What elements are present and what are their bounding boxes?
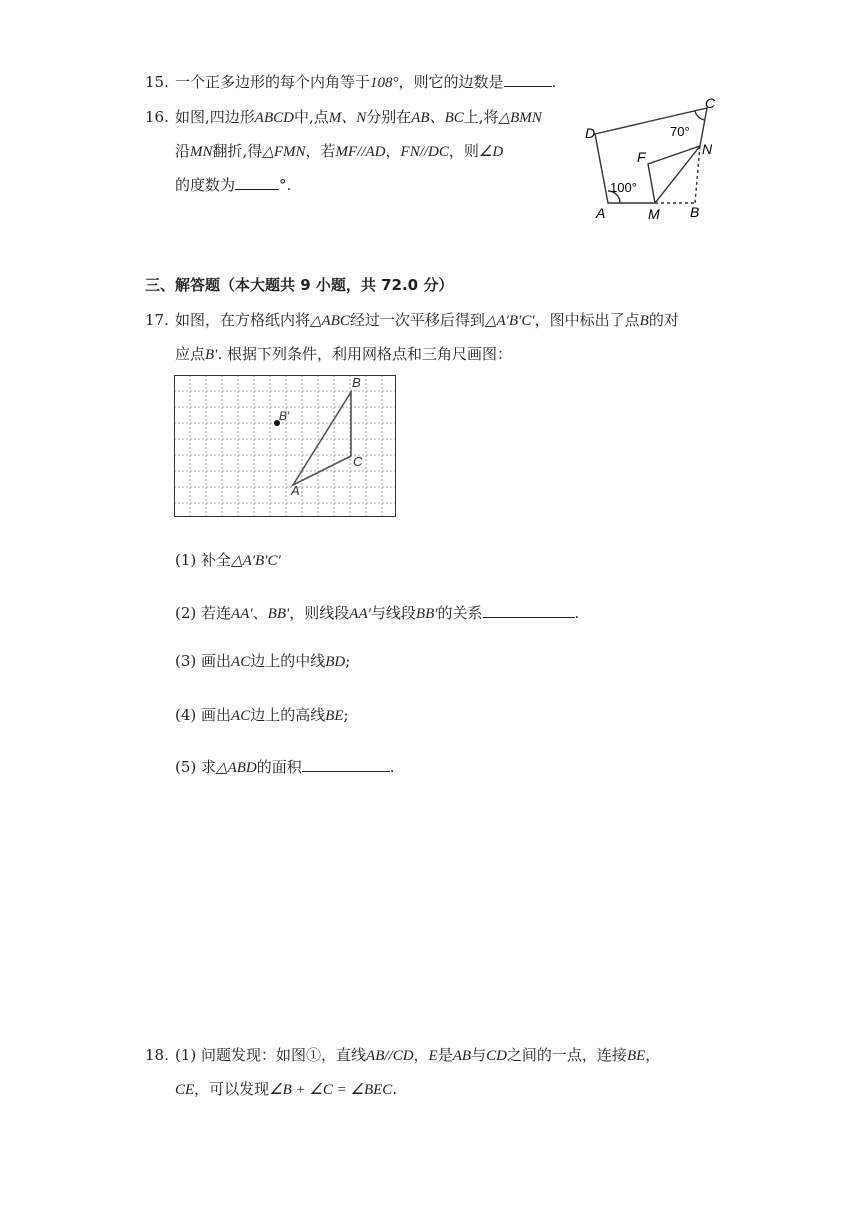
label-a: A <box>291 483 300 498</box>
subquestion-5 <box>175 757 395 778</box>
question-number: 18. <box>145 1046 169 1064</box>
question-text: (1) 问题发现：如图①，直线 <box>175 1046 367 1064</box>
question-text: 上,将 <box>463 108 499 126</box>
math-text: △ABC <box>310 313 350 329</box>
question-text: ，图中标出了点 <box>534 311 640 329</box>
grid-figure <box>174 375 398 519</box>
question-text: ，若 <box>305 142 336 160</box>
math-text: B <box>639 313 649 329</box>
math-text: BE <box>325 708 344 724</box>
angle-value: 108° <box>370 75 399 91</box>
question-text: 与线段 <box>370 604 416 622</box>
punctuation: . <box>389 758 395 776</box>
question-number: 16. <box>145 108 169 126</box>
math-text: △A′B′C′ <box>484 313 535 329</box>
question-text: (5) 求 <box>175 758 217 776</box>
angle-label-c: 70° <box>670 124 690 139</box>
grid-border <box>175 376 396 517</box>
subquestion-2 <box>175 603 579 624</box>
angle-label-a: 100° <box>610 180 637 195</box>
math-text: CD <box>486 1048 507 1064</box>
question-text: ，可以发现 <box>194 1080 270 1098</box>
math-text: FN//DC <box>400 144 449 160</box>
question-text: 的度数为 <box>175 176 236 194</box>
math-text: MN <box>190 144 213 160</box>
math-text: AA′ <box>349 606 371 622</box>
label-d: D <box>585 125 596 141</box>
question-text: 之间的一点，连接 <box>506 1046 627 1064</box>
question-text: (3) 画出 <box>175 652 232 670</box>
math-text: AC <box>231 708 251 724</box>
math-text: BB′ <box>415 606 438 622</box>
math-text: AB//CD <box>366 1048 414 1064</box>
question-text: . 根据下列条件，利用网格点和三角尺画图： <box>217 345 513 363</box>
label-b-prime: B′ <box>279 409 290 423</box>
quadrilateral-figure <box>580 96 730 226</box>
question-18-line-1 <box>145 1045 660 1066</box>
question-text: 翻折,得 <box>212 142 263 160</box>
answer-blank[interactable] <box>483 603 575 618</box>
question-text: 与 <box>471 1046 487 1064</box>
question-15 <box>145 72 556 93</box>
math-text: ∠B + ∠C = ∠BEC <box>269 1082 393 1098</box>
math-text: E <box>428 1048 438 1064</box>
punctuation: . <box>574 604 580 622</box>
question-text: 中,点 <box>293 108 329 126</box>
question-text: 一个正多边形的每个内角等于 <box>175 73 371 91</box>
math-text: ABCD <box>254 110 294 126</box>
answer-blank[interactable] <box>302 757 390 772</box>
punctuation: ; <box>345 652 351 670</box>
section-heading: 三、解答题（本大题共 9 小题，共 72.0 分） <box>145 276 454 294</box>
question-text: 是 <box>437 1046 453 1064</box>
question-text: (1) 补全 <box>175 551 232 569</box>
question-16-line-2 <box>175 141 503 162</box>
question-text: 分别在 <box>366 108 412 126</box>
grid-lines <box>174 375 396 517</box>
math-text: △BMN <box>498 110 542 126</box>
question-text: 如图，在方格纸内将 <box>175 311 311 329</box>
math-text: CE <box>175 1082 195 1098</box>
math-text: M、N <box>328 110 367 126</box>
math-text: △ABD <box>216 760 257 776</box>
label-f: F <box>637 149 646 165</box>
question-text: 的面积 <box>256 758 302 776</box>
subquestion-4 <box>175 705 349 726</box>
math-text: B′ <box>205 347 218 363</box>
question-16-line-3 <box>175 175 291 195</box>
question-text: ，则线段 <box>289 604 350 622</box>
label-a: A <box>596 205 606 221</box>
segment-nb <box>695 146 700 203</box>
punctuation: ; <box>343 706 349 724</box>
question-text: 边上的高线 <box>250 706 326 724</box>
punctuation: . <box>392 1080 398 1098</box>
math-text: AB <box>452 1048 472 1064</box>
punctuation: . <box>551 73 557 91</box>
question-text: ， <box>645 1046 661 1064</box>
subquestion-1 <box>175 550 281 571</box>
math-text: BE <box>626 1048 646 1064</box>
question-17-line-1 <box>145 310 679 331</box>
math-text: BB′ <box>267 606 290 622</box>
question-number: 15. <box>145 73 169 91</box>
math-text: BD <box>325 654 346 670</box>
math-text: MF//AD <box>335 144 386 160</box>
label-m: M <box>648 206 660 222</box>
question-text: 沿 <box>175 142 191 160</box>
math-text: ∠D <box>478 144 504 160</box>
label-c: C <box>705 96 716 111</box>
math-text: △A′B′C′ <box>231 553 281 569</box>
math-text: AA′ <box>231 606 253 622</box>
question-17-line-2 <box>175 344 512 365</box>
question-18-line-2 <box>175 1079 397 1100</box>
math-text: △FMN <box>262 144 306 160</box>
folded-triangle <box>648 146 700 203</box>
question-text: ， <box>413 1046 429 1064</box>
question-text: °. <box>279 176 292 194</box>
answer-blank[interactable] <box>235 175 279 190</box>
question-text: 的对 <box>648 311 679 329</box>
question-16-line-1 <box>145 107 542 128</box>
math-text: AC <box>231 654 251 670</box>
question-text: 如图,四边形 <box>175 108 255 126</box>
label-b-top: B <box>352 375 361 390</box>
label-n: N <box>702 141 713 157</box>
question-text: 应点 <box>175 345 206 363</box>
question-text: (2) 若连 <box>175 604 232 622</box>
angle-arc-c <box>695 111 705 120</box>
question-text: 的关系 <box>437 604 483 622</box>
question-text: ，则它的边数是 <box>398 73 504 91</box>
label-b: B <box>690 204 700 220</box>
label-c: C <box>353 454 363 469</box>
question-text: 经过一次平移后得到 <box>349 311 485 329</box>
subquestion-3 <box>175 651 350 672</box>
question-text: 、 <box>252 604 268 622</box>
answer-blank[interactable] <box>504 72 552 87</box>
question-text: ， <box>385 142 401 160</box>
question-text: (4) 画出 <box>175 706 232 724</box>
question-number: 17. <box>145 311 169 329</box>
question-text: ，则 <box>448 142 479 160</box>
math-text: AB、BC <box>411 110 464 126</box>
question-text: 边上的中线 <box>250 652 326 670</box>
